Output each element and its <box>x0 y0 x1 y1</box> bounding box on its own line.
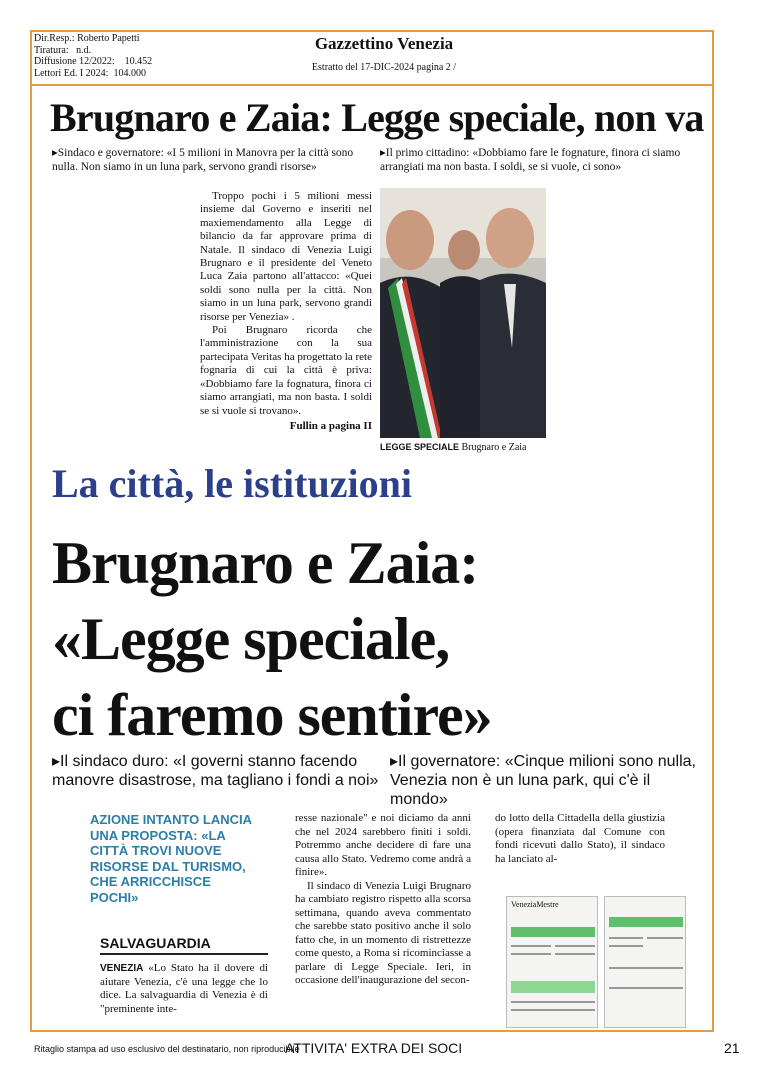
thumbnail-line <box>555 953 595 955</box>
page-thumbnail-1 <box>506 896 598 1028</box>
thumbnail-line <box>511 945 551 947</box>
column-2-paragraph: resse nazionale" e noi diciamo da anni che nel 2024 sarebbero finiti i soldi. Potremmo anche decidere di fare una causa allo Stato. Vedremo come andrà a finire». <box>295 812 471 878</box>
column-2-paragraph: Il sindaco di Venezia Luigi Brugnaro ha cambiato registro rispetto alla scorsa settimana, quando aveva commentato che sarebbe stato positivo anche il solo fatto che, in un momento di ristrettezze come questo, a Roma si ricominciasse a parlare di Legge Speciale. Ieri, in occasione dell'inaugurazione del secon- <box>295 879 471 986</box>
teaser-headline: Brugnaro e Zaia: Legge speciale, non va <box>50 95 704 140</box>
teaser-body <box>200 190 372 433</box>
teaser-signature: Fullin a pagina II <box>289 419 372 432</box>
section-label: SALVAGUARDIA <box>100 935 211 951</box>
photo-illustration <box>380 188 546 438</box>
teaser-paragraph: Troppo pochi i 5 milioni messi insieme dal Governo e inseriti nel maxiemendamento alla Legge di bilancio da far approvare prima di Natale. Il sindaco di Venezia Luigi Brugnaro e il presidente del Veneto Luca Zaia partono all'attacco: «Quei soldi sono nulla per la città. Non siamo in un luna park, servono grandi risorse per Venezia» . <box>200 190 372 323</box>
thumbnail-highlight <box>609 917 683 927</box>
diffusione-label: Diffusione 12/2022: <box>34 56 115 67</box>
teaser-paragraph: Poi Brugnaro ricorda che l'amministrazione con la sua partecipata Veritas ha progettato la rete fognaria di cui la città è priva: «Dobbiamo fare la fognatura, finora ci siamo arrangiati, ma non basta. I soldi se si vuole si trovano». <box>200 324 372 417</box>
header-divider <box>30 84 714 86</box>
lettori-label: Lettori Ed. I 2024: <box>34 67 109 79</box>
article-column-1 <box>100 962 268 1016</box>
tiratura-label: Tiratura: <box>34 44 69 56</box>
thumbnail-line <box>609 987 683 989</box>
main-sub-left: ▸Il sindaco duro: «I governi stanno facendo manovre disastrose, ma tagliano i fondi a noi» <box>52 753 379 789</box>
thumbnail-line <box>647 937 683 939</box>
publication-title: Gazzettino Venezia <box>314 34 454 53</box>
thumbnail-title: VeneziaMestre <box>511 900 559 909</box>
main-headline-line1: Brugnaro e Zaia: <box>52 530 479 596</box>
thumbnail-line <box>511 953 551 955</box>
extract-date: Estratto del 17-DIC-2024 pagina 2 / <box>311 62 457 73</box>
caption-text: Brugnaro e Zaia <box>461 442 527 453</box>
article-column-2 <box>295 812 471 988</box>
thumbnail-line <box>609 967 683 969</box>
dateline: VENEZIA <box>100 963 144 974</box>
section-kicker: La città, le istituzioni <box>52 461 412 506</box>
photo-caption <box>380 442 527 453</box>
diffusione-value: 10.452 <box>124 56 153 67</box>
teaser-sub-right: ▸Il primo cittadino: «Dobbiamo fare le fognature, finora ci siamo arrangiati ma non basta. I soldi, se si vuole, ci sono» <box>380 147 681 173</box>
resp-value: Roberto Papetti <box>77 33 140 44</box>
page-thumbnail-2 <box>604 896 686 1028</box>
lettori-value: 104.000 <box>113 67 146 79</box>
thumbnail-line <box>511 1001 595 1003</box>
thumbnail-line <box>609 945 643 947</box>
column-1-text: «Lo Stato ha il dovere di aiutare Venezia, c'è una legge che lo dice. La salvaguardia di Venezia è di "preminente inte- <box>100 962 268 1015</box>
footer-disclaimer: Ritaglio stampa ad uso esclusivo del destinatario, non riproducibile <box>34 1044 300 1054</box>
azione-box: AZIONE INTANTO LANCIA UNA PROPOSTA: «LA CITTÀ TROVI NUOVE RISORSE DAL TURISMO, CHE ARRICCHISCE POCHI» <box>90 812 252 905</box>
thumbnail-line <box>555 945 595 947</box>
footer-category: ATTIVITA' EXTRA DEI SOCI <box>285 1040 463 1056</box>
article-column-3: do lotto della Cittadella della giustizia (opera finanziata dal Comune con fondi ricevuti dallo Stato), il sindaco ha lanciato al- <box>495 812 665 865</box>
main-sub-right: ▸Il governatore: «Cinque milioni sono nulla, Venezia non è un luna park, qui c'è il mondo» <box>390 753 696 808</box>
thumbnail-line <box>511 1009 595 1011</box>
thumbnail-highlight <box>511 927 595 937</box>
photo-brugnaro-zaia <box>380 188 546 438</box>
tiratura-value: n.d. <box>76 44 92 56</box>
caption-tag: LEGGE SPECIALE <box>380 442 460 452</box>
thumbnail-highlight <box>511 981 595 993</box>
main-headline-line3: ci faremo sentire» <box>52 682 492 748</box>
resp-label: Dir.Resp.: <box>34 33 75 44</box>
page-number: 21 <box>724 1040 740 1056</box>
section-rule <box>100 953 268 955</box>
thumbnail-line <box>609 937 643 939</box>
main-headline-line2: «Legge speciale, <box>52 606 450 672</box>
teaser-sub-left: ▸Sindaco e governatore: «I 5 milioni in Manovra per la città sono nulla. Non siamo in un luna park, servono grandi risorse» <box>52 147 354 173</box>
